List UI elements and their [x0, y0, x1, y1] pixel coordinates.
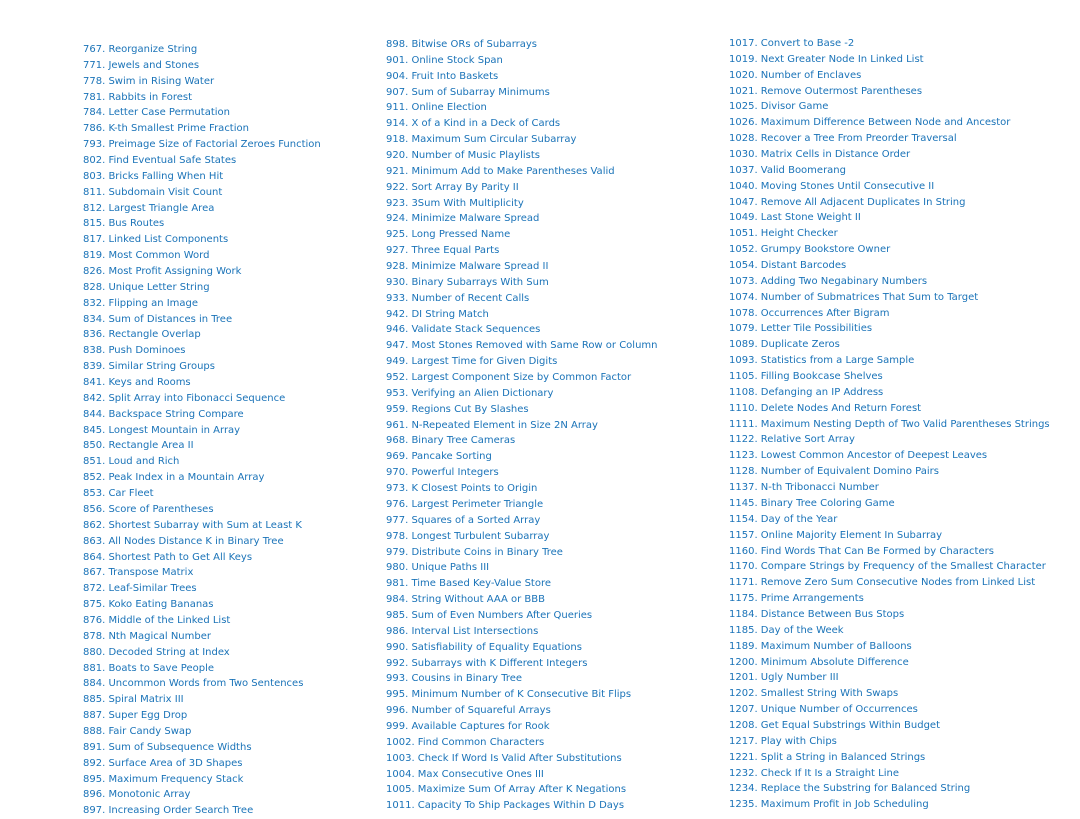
problem-link[interactable]: 928. Minimize Malware Spread II — [386, 261, 549, 273]
problem-link[interactable]: 878. Nth Magical Number — [83, 630, 211, 642]
problem-link[interactable]: 990. Satisfiability of Equality Equations — [386, 641, 582, 653]
problem-link[interactable]: 812. Largest Triangle Area — [83, 202, 215, 214]
problem-link[interactable]: 1207. Unique Number of Occurrences — [729, 704, 918, 716]
problem-link[interactable]: 1234. Replace the Substring for Balanced String — [729, 783, 971, 795]
problem-link[interactable]: 918. Maximum Sum Circular Subarray — [386, 134, 577, 146]
problem-link[interactable]: 1160. Find Words That Can Be Formed by Characters — [729, 545, 994, 557]
problem-link[interactable]: 970. Powerful Integers — [386, 467, 499, 479]
problem-link[interactable]: 1108. Defanging an IP Address — [729, 386, 884, 398]
problem-link[interactable]: 942. DI String Match — [386, 308, 489, 320]
problem-link[interactable]: 1019. Next Greater Node In Linked List — [729, 53, 924, 65]
problem-link[interactable]: 1089. Duplicate Zeros — [729, 339, 840, 351]
problem-link[interactable]: 1122. Relative Sort Array — [729, 434, 855, 446]
problem-link[interactable]: 898. Bitwise ORs of Subarrays — [386, 39, 537, 50]
problem-link[interactable]: 1003. Check If Word Is Valid After Substitutions — [386, 752, 622, 764]
problem-link[interactable]: 1020. Number of Enclaves — [729, 69, 862, 81]
problem-link[interactable]: 914. X of a Kind in a Deck of Cards — [386, 118, 561, 130]
problem-link[interactable]: 1004. Max Consecutive Ones III — [386, 768, 544, 780]
problem-link[interactable]: 947. Most Stones Removed with Same Row or Column — [386, 340, 658, 352]
problem-link[interactable]: 771. Jewels and Stones — [83, 59, 200, 71]
problem-link[interactable]: 980. Unique Paths III — [386, 562, 490, 574]
problem-link[interactable]: 977. Squares of a Sorted Array — [386, 514, 541, 526]
problem-link[interactable]: 949. Largest Time for Given Digits — [386, 356, 558, 368]
problem-link[interactable]: 793. Preimage Size of Factorial Zeroes Function — [83, 139, 321, 151]
problem-link[interactable]: 1200. Minimum Absolute Difference — [729, 656, 909, 668]
problem-link[interactable]: 996. Number of Squareful Arrays — [386, 705, 551, 717]
problem-link[interactable]: 973. K Closest Points to Origin — [386, 483, 538, 495]
problem-link[interactable]: 1202. Smallest String With Swaps — [729, 688, 899, 700]
problem-link[interactable]: 984. String Without AAA or BBB — [386, 594, 545, 606]
problem-link[interactable]: 786. K-th Smallest Prime Fraction — [83, 123, 249, 135]
problem-link[interactable]: 842. Split Array into Fibonacci Sequence — [83, 392, 286, 404]
problem-link[interactable]: 1157. Online Majority Element In Subarray — [729, 529, 943, 541]
problem-link[interactable]: 1208. Get Equal Substrings Within Budget — [729, 719, 940, 731]
problem-link[interactable]: 850. Rectangle Area II — [83, 440, 194, 452]
problem-link[interactable]: 1079. Letter Tile Possibilities — [729, 323, 873, 335]
problem-link[interactable]: 1028. Recover a Tree From Preorder Traversal — [729, 133, 957, 145]
problem-link[interactable]: 1054. Distant Barcodes — [729, 260, 847, 272]
problem-link[interactable]: 1021. Remove Outermost Parentheses — [729, 85, 923, 97]
problem-link[interactable]: 896. Monotonic Array — [83, 789, 191, 801]
problem-link[interactable]: 862. Shortest Subarray with Sum at Least K — [83, 519, 302, 531]
problem-link[interactable]: 927. Three Equal Parts — [386, 245, 500, 257]
problem-link[interactable]: 851. Loud and Rich — [83, 456, 180, 468]
problem-link[interactable]: 992. Subarrays with K Different Integers — [386, 657, 588, 669]
problem-link[interactable]: 921. Minimum Add to Make Parentheses Valid — [386, 165, 615, 177]
problem-link[interactable]: 852. Peak Index in a Mountain Array — [83, 472, 265, 484]
problem-list-column-1 — [83, 42, 321, 819]
problem-link[interactable]: 844. Backspace String Compare — [83, 408, 244, 420]
problem-link[interactable]: 981. Time Based Key-Value Store — [386, 578, 552, 590]
problem-link[interactable]: 1123. Lowest Common Ancestor of Deepest Leaves — [729, 450, 988, 462]
problem-link[interactable]: 887. Super Egg Drop — [83, 710, 188, 722]
problem-link[interactable]: 930. Binary Subarrays With Sum — [386, 276, 549, 288]
problem-link[interactable]: 881. Boats to Save People — [83, 662, 215, 674]
problem-link[interactable]: 834. Sum of Distances in Tree — [83, 313, 233, 325]
problem-link[interactable]: 853. Car Fleet — [83, 488, 154, 500]
problem-link[interactable]: 968. Binary Tree Cameras — [386, 435, 516, 447]
problem-link[interactable]: 872. Leaf-Similar Trees — [83, 583, 197, 595]
problem-link[interactable]: 803. Bricks Falling When Hit — [83, 170, 224, 182]
problem-link[interactable]: 811. Subdomain Visit Count — [83, 186, 223, 198]
problem-link[interactable]: 959. Regions Cut By Slashes — [386, 403, 529, 415]
problem-link[interactable]: 901. Online Stock Span — [386, 54, 503, 66]
problem-link[interactable]: 1128. Number of Equivalent Domino Pairs — [729, 466, 939, 478]
problem-link[interactable]: 884. Uncommon Words from Two Sentences — [83, 678, 304, 690]
problem-link[interactable]: 952. Largest Component Size by Common Factor — [386, 372, 632, 384]
problem-link[interactable]: 845. Longest Mountain in Array — [83, 424, 241, 436]
problem-link[interactable]: 961. N-Repeated Element in Size 2N Array — [386, 419, 598, 431]
problem-link[interactable]: 1171. Remove Zero Sum Consecutive Nodes from Linked List — [729, 577, 1036, 589]
problem-link[interactable]: 1184. Distance Between Bus Stops — [729, 608, 905, 620]
problem-link[interactable]: 1052. Grumpy Bookstore Owner — [729, 244, 891, 256]
problem-link[interactable]: 1017. Convert to Base -2 — [729, 38, 855, 49]
problem-link[interactable]: 892. Surface Area of 3D Shapes — [83, 757, 243, 769]
problem-link[interactable]: 1217. Play with Chips — [729, 735, 837, 747]
problem-link[interactable]: 815. Bus Routes — [83, 218, 165, 230]
problem-link[interactable]: 778. Swim in Rising Water — [83, 75, 215, 87]
problem-link[interactable]: 1030. Matrix Cells in Distance Order — [729, 149, 911, 161]
problem-link[interactable]: 920. Number of Music Playlists — [386, 150, 540, 162]
problem-link[interactable]: 895. Maximum Frequency Stack — [83, 773, 244, 785]
problem-link[interactable]: 1049. Last Stone Weight II — [729, 212, 861, 224]
problem-link[interactable]: 864. Shortest Path to Get All Keys — [83, 551, 253, 563]
problem-link[interactable]: 832. Flipping an Image — [83, 297, 199, 309]
problem-link[interactable]: 1040. Moving Stones Until Consecutive II — [729, 180, 935, 192]
problem-link[interactable]: 1011. Capacity To Ship Packages Within D Days — [386, 800, 625, 812]
problem-link[interactable]: 1051. Height Checker — [729, 228, 838, 240]
problem-link[interactable]: 907. Sum of Subarray Minimums — [386, 86, 550, 98]
problem-link[interactable]: 1073. Adding Two Negabinary Numbers — [729, 275, 928, 287]
problem-link[interactable]: 1078. Occurrences After Bigram — [729, 307, 890, 319]
problem-list-column-3 — [729, 36, 1050, 813]
problem-link[interactable]: 1175. Prime Arrangements — [729, 593, 864, 605]
problem-link[interactable]: 993. Cousins in Binary Tree — [386, 673, 523, 685]
problem-link[interactable]: 856. Score of Parentheses — [83, 503, 214, 515]
problem-link[interactable]: 1110. Delete Nodes And Return Forest — [729, 402, 922, 414]
problem-link[interactable]: 1111. Maximum Nesting Depth of Two Valid Parentheses Strings — [729, 418, 1050, 430]
problem-link[interactable]: 1093. Statistics from a Large Sample — [729, 355, 915, 367]
problem-link[interactable]: 986. Interval List Intersections — [386, 625, 539, 637]
problem-link[interactable]: 946. Validate Stack Sequences — [386, 324, 541, 336]
problem-link[interactable]: 979. Distribute Coins in Binary Tree — [386, 546, 563, 558]
problem-link[interactable]: 784. Letter Case Permutation — [83, 107, 230, 119]
problem-link[interactable]: 781. Rabbits in Forest — [83, 91, 193, 103]
problem-link[interactable]: 1145. Binary Tree Coloring Game — [729, 497, 895, 509]
problem-link[interactable]: 976. Largest Perimeter Triangle — [386, 498, 544, 510]
problem-link[interactable]: 1185. Day of the Week — [729, 624, 844, 636]
problem-link[interactable]: 1232. Check If It Is a Straight Line — [729, 767, 899, 779]
problem-link[interactable]: 1154. Day of the Year — [729, 513, 838, 525]
problem-link[interactable]: 885. Spiral Matrix III — [83, 694, 184, 706]
problem-link[interactable]: 1137. N-th Tribonacci Number — [729, 482, 879, 494]
problem-link[interactable]: 1235. Maximum Profit in Job Scheduling — [729, 799, 929, 811]
problem-link[interactable]: 1002. Find Common Characters — [386, 736, 545, 748]
problem-link[interactable]: 1189. Maximum Number of Balloons — [729, 640, 912, 652]
problem-link[interactable]: 891. Sum of Subsequence Widths — [83, 741, 252, 753]
problem-link[interactable]: 1037. Valid Boomerang — [729, 164, 846, 176]
problem-link[interactable]: 969. Pancake Sorting — [386, 451, 492, 463]
problem-link[interactable]: 863. All Nodes Distance K in Binary Tree — [83, 535, 284, 547]
problem-link[interactable]: 933. Number of Recent Calls — [386, 292, 530, 304]
problem-link[interactable]: 924. Minimize Malware Spread — [386, 213, 540, 225]
problem-link[interactable]: 836. Rectangle Overlap — [83, 329, 201, 341]
problem-link[interactable]: 876. Middle of the Linked List — [83, 614, 231, 626]
problem-link[interactable]: 867. Transpose Matrix — [83, 567, 194, 579]
problem-link[interactable]: 1201. Ugly Number III — [729, 672, 839, 684]
problem-link[interactable]: 922. Sort Array By Parity II — [386, 181, 519, 193]
problem-link[interactable]: 953. Verifying an Alien Dictionary — [386, 387, 554, 399]
problem-link[interactable]: 875. Koko Eating Bananas — [83, 599, 214, 611]
problem-link[interactable]: 1047. Remove All Adjacent Duplicates In String — [729, 196, 966, 208]
problem-link[interactable]: 819. Most Common Word — [83, 250, 210, 262]
problem-link[interactable]: 911. Online Election — [386, 102, 487, 114]
problem-link[interactable]: 1221. Split a String in Balanced Strings — [729, 751, 926, 763]
problem-link[interactable]: 1170. Compare Strings by Frequency of the Smallest Character — [729, 561, 1046, 573]
problem-link[interactable]: 1074. Number of Submatrices That Sum to Target — [729, 291, 979, 303]
problem-link[interactable]: 880. Decoded String at Index — [83, 646, 230, 658]
problem-link[interactable]: 1026. Maximum Difference Between Node and Ancestor — [729, 117, 1011, 129]
problem-link[interactable]: 985. Sum of Even Numbers After Queries — [386, 609, 593, 621]
problem-link[interactable]: 925. Long Pressed Name — [386, 229, 511, 241]
problem-link[interactable]: 828. Unique Letter String — [83, 281, 210, 293]
problem-link[interactable]: 999. Available Captures for Rook — [386, 720, 550, 732]
problem-link[interactable]: 802. Find Eventual Safe States — [83, 155, 237, 167]
problem-link[interactable]: 1025. Divisor Game — [729, 101, 829, 113]
problem-link[interactable]: 767. Reorganize String — [83, 44, 198, 55]
problem-link[interactable]: 1005. Maximize Sum Of Array After K Negations — [386, 784, 627, 796]
problem-link[interactable]: 995. Minimum Number of K Consecutive Bit Flips — [386, 689, 632, 701]
problem-link[interactable]: 826. Most Profit Assigning Work — [83, 266, 242, 278]
problem-link[interactable]: 904. Fruit Into Baskets — [386, 70, 499, 82]
problem-link[interactable]: 1105. Filling Bookcase Shelves — [729, 371, 883, 383]
problem-list-column-2 — [386, 37, 658, 814]
problem-link[interactable]: 897. Increasing Order Search Tree — [83, 805, 254, 817]
problem-link[interactable]: 841. Keys and Rooms — [83, 377, 191, 389]
problem-link[interactable]: 888. Fair Candy Swap — [83, 725, 192, 737]
problem-link[interactable]: 923. 3Sum With Multiplicity — [386, 197, 524, 209]
problem-link[interactable]: 838. Push Dominoes — [83, 345, 186, 357]
problem-link[interactable]: 839. Similar String Groups — [83, 361, 215, 373]
problem-link[interactable]: 978. Longest Turbulent Subarray — [386, 530, 550, 542]
problem-link[interactable]: 817. Linked List Components — [83, 234, 229, 246]
